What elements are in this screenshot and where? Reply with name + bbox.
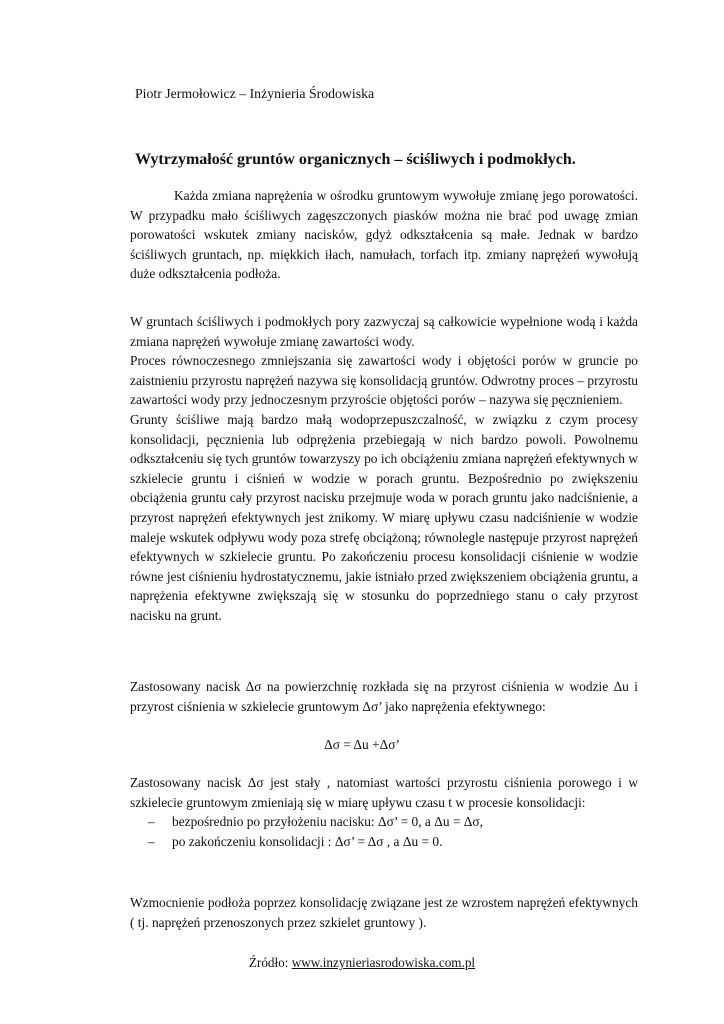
section-consolidation (130, 312, 638, 626)
list-item (130, 812, 638, 832)
paragraph: Każda zmiana naprężenia w ośrodku gruntowym wywołuje zmianę jego porowatości. W przypadku mało ściśliwych zagęszczonych piasków można nie brać pod uwagę zmian porowatości wskutek zmiany nacisków, gdyż odkształcenia są małe. Jednak w bardzo ściśliwych gruntach, np. miękkich iłach, namułach, torfach itp. zmiany naprężeń wywołują duże odkształcenia podłoża. (130, 188, 638, 282)
list-item-text: po zakończeniu konsolidacji : Δσ’ = Δσ , a Δu = 0. (172, 833, 443, 849)
source-label: Źródło: (248, 955, 292, 970)
paragraph: Wzmocnienie podłoża poprzez konsolidację związane jest ze wzrostem naprężeń efektywnych ( tj. naprężeń przenoszonych przez szkielet gruntowy ). (130, 895, 638, 930)
paragraph: Zastosowany nacisk Δσ na powierzchnię rozkłada się na przyrost ciśnienia w wodzie Δu i przyrost ciśnienia w szkielecie gruntowym Δσ’ jako naprężenia efektywnego: (130, 679, 638, 714)
bullet-marker: – (148, 833, 155, 849)
document-title: Wytrzymałość gruntów organicznych – ściśliwych i podmokłych. (135, 151, 576, 168)
paragraph: Grunty ściśliwe mają bardzo małą wodoprzepuszczalność, w związku z czym procesy konsolidacji, pęcznienia lub odprężenia przebiegają w nich bardzo powoli. Powolnemu odkształceniu się tych gruntów towarzyszy po ich obciążeniu zmiana naprężeń efektywnych w szkielecie gruntu i ciśnień w wodzie w porach gruntu. Bezpośrednio po zwiększeniu obciążenia gruntu cały przyrost nacisku przejmuje woda w porach gruntu jako nadciśnienie, a przyrost naprężeń efektywnych jest znikomy. W miarę upływu czasu nadciśnienie w wodzie maleje wskutek odpływu wody poza strefę obciążoną; równolegle następuje przyrost naprężeń efektywnych w szkielecie gruntu. Po zakończeniu procesu konsolidacji ciśnienie w wodzie równe jest ciśnieniu hydrostatycznemu, jakie istniało przed zwiększeniem obciążenia gruntu, a naprężenia efektywne zwiększają się w stosunku do poprzedniego stanu o cały przyrost nacisku na grunt. (130, 411, 638, 623)
bullet-list (130, 812, 638, 851)
page-header: Piotr Jermołowicz – Inżynieria Środowiska (135, 86, 375, 101)
section-stress-distribution (130, 677, 638, 716)
bullet-marker: – (148, 814, 155, 830)
paragraph: W gruntach ściśliwych i podmokłych pory zazwyczaj są całkowicie wypełnione wodą i każda zmiana naprężeń wywołuje zmianę zawartości wody. (130, 314, 638, 349)
section-reinforcement (130, 893, 638, 932)
paragraph: Zastosowany nacisk Δσ jest stały , natomiast wartości przyrostu ciśnienia porowego i w szkielecie gruntowym zmieniają się w miarę upływu czasu t w procesie konsolidacji: (130, 775, 638, 810)
section-time-dependence (130, 773, 638, 851)
list-item (130, 832, 638, 852)
list-item-text: bezpośrednio po przyłożeniu nacisku: Δσ’ = 0, a Δu = Δσ, (172, 814, 483, 830)
stress-equation: Δσ = Δu +Δσ’ (324, 737, 400, 752)
source-link[interactable]: www.inzynieriasrodowiska.com.pl (291, 955, 476, 970)
page-footer (0, 955, 724, 971)
paragraph: Proces równoczesnego zmniejszania się zawartości wody i objętości porów w gruncie po zaistnieniu przyrostu naprężeń nazywa się konsolidacją gruntów. Odwrotny proces – przyrostu zawartości wody przy jednoczesnym przyroście objętości porów – nazywa się pęcznieniem. (130, 353, 638, 408)
section-intro (130, 186, 638, 284)
